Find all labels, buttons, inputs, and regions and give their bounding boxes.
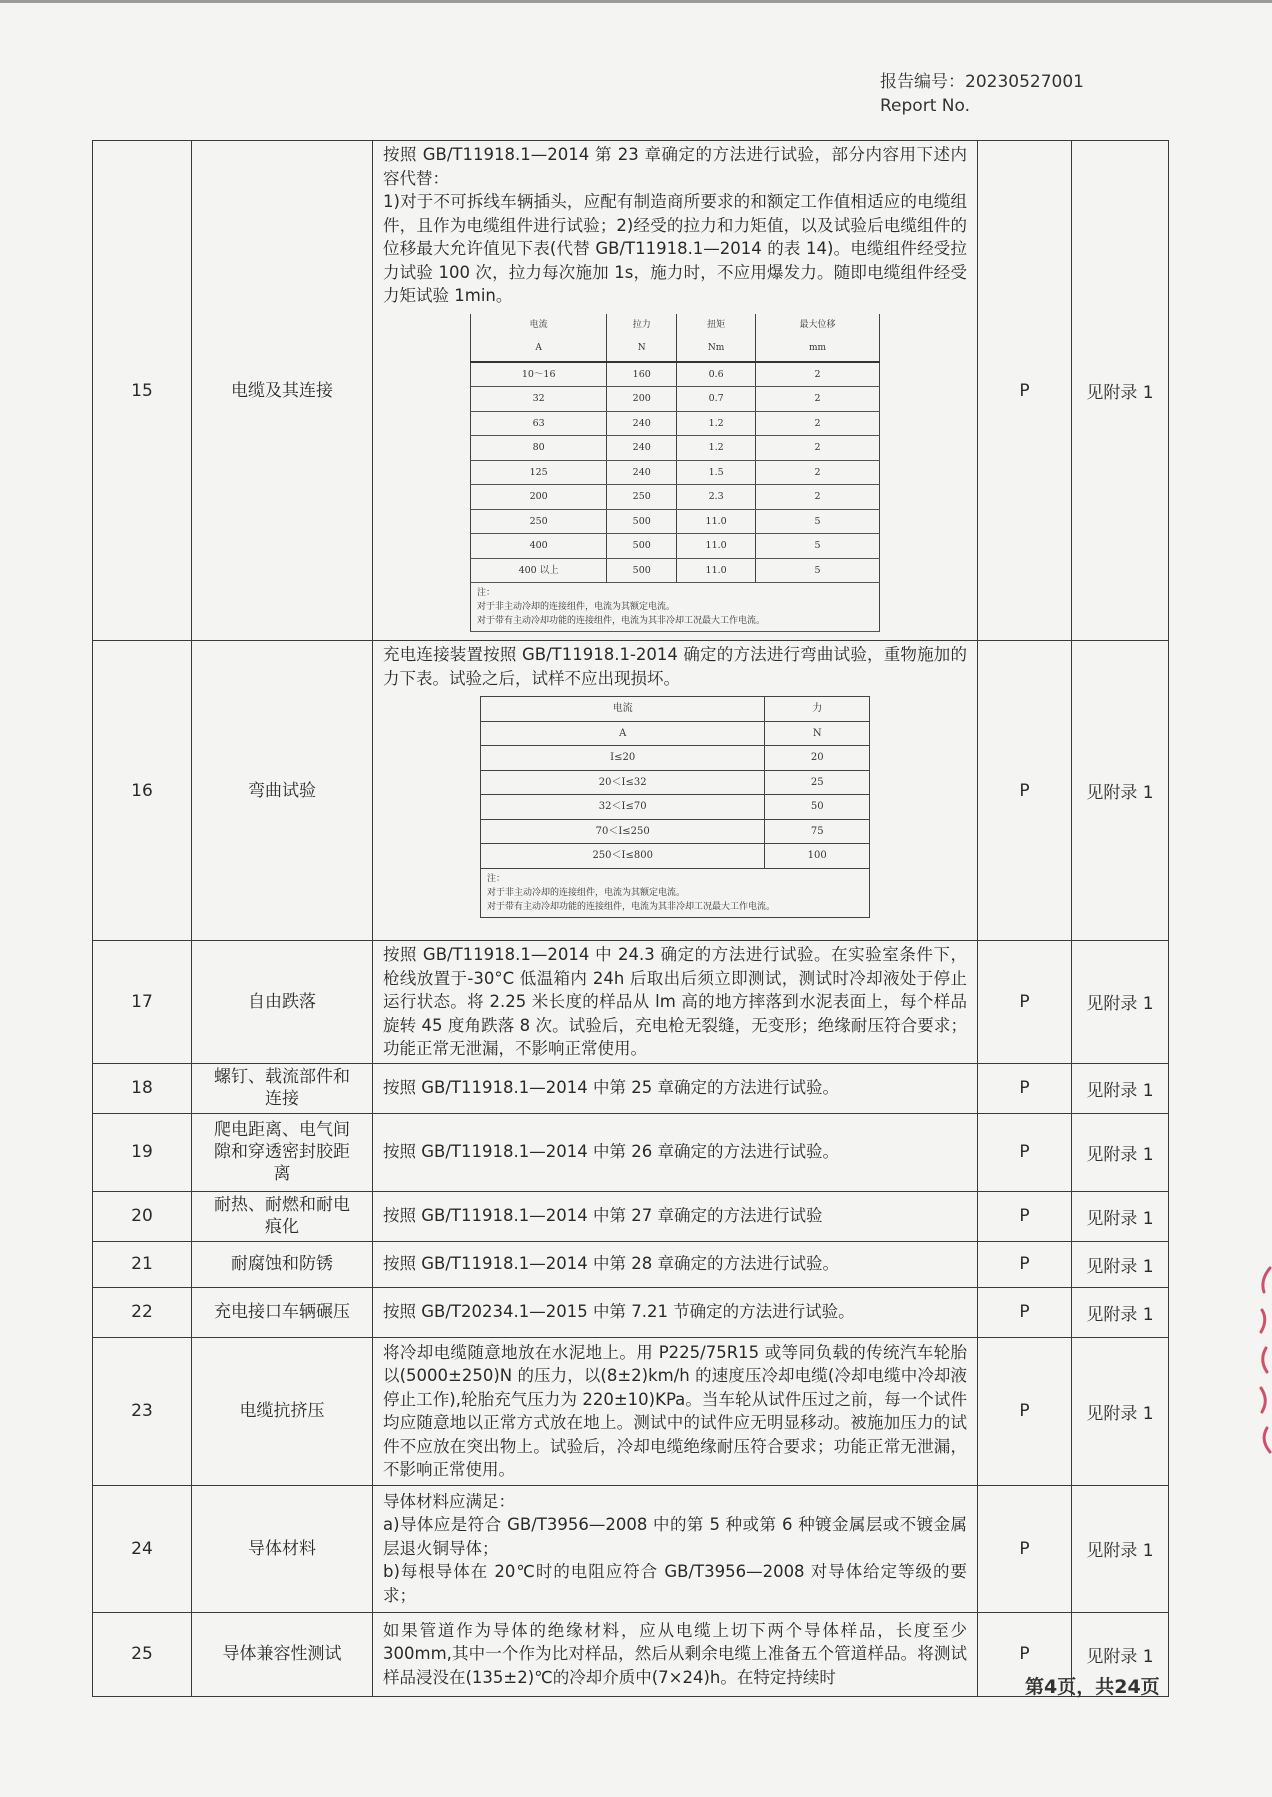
test-item: 导体材料 (192, 1485, 373, 1612)
test-requirement (373, 1612, 978, 1696)
row-number: 25 (93, 1612, 192, 1696)
test-requirement (373, 1063, 978, 1113)
requirement-text: 充电连接装置按照 GB/T11918.1-2014 确定的方法进行弯曲试验，重物施加的力下表。试验之后，试样不应出现损坏。 (383, 645, 967, 688)
test-item: 导体兼容性测试 (192, 1612, 373, 1696)
row-number: 17 (93, 941, 192, 1064)
subtable-header-cell: 拉力 (607, 314, 677, 338)
subtable-header-cell: 最大位移 (756, 314, 880, 338)
test-verdict: 见附录 1 (1072, 1241, 1169, 1287)
seal-stamp-edge (1258, 1260, 1272, 1460)
subtable-cell: 500 (607, 509, 677, 534)
report-no-value: 20230527001 (965, 72, 1084, 92)
test-verdict: 见附录 1 (1072, 641, 1169, 941)
test-requirement (373, 141, 978, 641)
subtable-cell: 0.7 (677, 387, 756, 412)
test-requirement (373, 1287, 978, 1337)
subtable-cell: 1.2 (677, 411, 756, 436)
report-no-label: 报告编号： (880, 72, 965, 92)
subtable-cell: 20 (765, 746, 870, 771)
subtable-header-cell: 电流 (471, 314, 607, 338)
subtable-cell: 2 (756, 485, 880, 510)
table-row (93, 941, 1169, 1064)
subtable-note (471, 583, 880, 632)
subtable-row (481, 746, 870, 771)
table-row (93, 1241, 1169, 1287)
test-requirement (373, 941, 978, 1064)
subtable-unit-cell: A (471, 337, 607, 362)
subtable-cell: 1.5 (677, 460, 756, 485)
page-number: 第4页，共24页 (1025, 1676, 1160, 1698)
requirement-text: 导体材料应满足： a)导体应是符合 GB/T3956—2008 中的第 5 种或第 6 种镀金属层或不镀金属层退火铜导体； b)每根导体在 20℃时的电阻应符合 GB/T3956—2008 对导体给定等级的要求； (383, 1491, 967, 1605)
subtable-cell: 240 (607, 460, 677, 485)
subtable-cell: 400 (471, 534, 607, 559)
subtable-cell: 25 (765, 770, 870, 795)
test-item: 耐腐蚀和防锈 (192, 1241, 373, 1287)
note-line: 对于非主动冷却的连接组件，电流为其额定电流。 (487, 887, 686, 898)
subtable-cell: 200 (471, 485, 607, 510)
subtable-cell: 10～16 (471, 362, 607, 387)
subtable-row (471, 558, 880, 583)
subtable-note-cell (471, 583, 880, 632)
subtable-row (471, 411, 880, 436)
subtable-cell: 80 (471, 436, 607, 461)
table-row (93, 641, 1169, 941)
subtable-header (471, 314, 880, 338)
subtable-cell: 160 (607, 362, 677, 387)
requirement-text: 按照 GB/T11918.1—2014 中第 25 章确定的方法进行试验。 (383, 1078, 839, 1098)
report-no-label-en: Report No. (880, 96, 970, 116)
test-requirement (373, 641, 978, 941)
subtable-cell: 240 (607, 411, 677, 436)
requirement-text: 按照 GB/T11918.1—2014 第 23 章确定的方法进行试验，部分内容用下述内容代替： 1)对于不可拆线车辆插头，应配有制造商所要求的和额定工作值相适应的电缆组件，且作为电缆组件进行试验；2)经受的拉力和力矩值，以及试验后电缆组件的位移最大允许值见下表(代替 GB/T11918.1—2014 的表 14)。电缆组件经受拉力试验 100 次，拉力每次施加 1s，施力时，不应用爆发力。随即电缆组件经受力矩试验 1min。 (383, 145, 967, 305)
test-item: 螺钉、载流部件和连接 (192, 1063, 373, 1113)
subtable-row (471, 362, 880, 387)
subtable-row (481, 844, 870, 869)
subtable-cell: 500 (607, 534, 677, 559)
test-requirement (373, 1191, 978, 1241)
row-number: 22 (93, 1287, 192, 1337)
row-number: 21 (93, 1241, 192, 1287)
subtable-row (471, 534, 880, 559)
subtable-cell: 2 (756, 411, 880, 436)
note-line: 对于带有主动冷却功能的连接组件，电流为其非冷却工况最大工作电流。 (487, 901, 776, 912)
requirement-text: 如果管道作为导体的绝缘材料，应从电缆上切下两个导体样品，长度至少 300mm,其中一个作为比对样品，然后从剩余电缆上准备五个管道样品。将测试样品浸没在(135±2)℃的冷却介质中(7×24)h。在特定持续时 (383, 1620, 973, 1687)
note-line: 注： (487, 873, 506, 884)
test-item: 电缆及其连接 (192, 141, 373, 641)
bending-force-table (480, 696, 870, 918)
test-item: 耐热、耐燃和耐电痕化 (192, 1191, 373, 1241)
requirement-text: 按照 GB/T11918.1—2014 中第 27 章确定的方法进行试验 (383, 1206, 823, 1226)
note-line: 对于非主动冷却的连接组件，电流为其额定电流。 (477, 602, 676, 612)
subtable-units (471, 337, 880, 362)
test-result: P (978, 1337, 1072, 1485)
subtable-cell: 250 (471, 509, 607, 534)
subtable-cell: 200 (607, 387, 677, 412)
note-line: 注： (477, 588, 496, 598)
test-result: P (978, 141, 1072, 641)
subtable-cell: 0.6 (677, 362, 756, 387)
test-verdict: 见附录 1 (1072, 1612, 1169, 1696)
test-result: P (978, 1287, 1072, 1337)
test-result: P (978, 1113, 1072, 1191)
subtable-units (481, 721, 870, 746)
test-item: 电缆抗挤压 (192, 1337, 373, 1485)
row-number: 18 (93, 1063, 192, 1113)
subtable-cell: I≤20 (481, 746, 765, 771)
cable-pull-torque-table (470, 314, 880, 633)
subtable-row (481, 795, 870, 820)
test-item: 自由跌落 (192, 941, 373, 1064)
row-number: 20 (93, 1191, 192, 1241)
subtable-cell: 11.0 (677, 558, 756, 583)
test-result: P (978, 1191, 1072, 1241)
test-item: 充电接口车辆碾压 (192, 1287, 373, 1337)
subtable-cell: 75 (765, 819, 870, 844)
requirement-text: 按照 GB/T11918.1—2014 中 24.3 确定的方法进行试验。在实验室条件下，枪线放置于-30°C 低温箱内 24h 后取出后须立即测试，测试时冷却液处于停止运行状态。将 2.25 米长度的样品从 lm 高的地方摔落到水泥表面上，每个样品旋转 45 度角跌落 8 次。试验后，充电枪无裂缝，无变形；绝缘耐压符合要求；功能正常无泄漏，不影响正常使用。 (383, 945, 967, 1058)
test-item: 弯曲试验 (192, 641, 373, 941)
test-verdict: 见附录 1 (1072, 141, 1169, 641)
table-row (93, 1612, 1169, 1696)
test-verdict: 见附录 1 (1072, 1337, 1169, 1485)
subtable-cell: 2 (756, 460, 880, 485)
test-item: 爬电距离、电气间隙和穿透密封胶距离 (192, 1113, 373, 1191)
subtable-cell: 250＜I≤800 (481, 844, 765, 869)
subtable-cell: 500 (607, 558, 677, 583)
test-requirement (373, 1241, 978, 1287)
subtable-row (471, 460, 880, 485)
test-result: P (978, 641, 1072, 941)
test-result: P (978, 1612, 1072, 1696)
subtable-cell: 5 (756, 509, 880, 534)
requirement-text: 按照 GB/T20234.1—2015 中第 7.21 节确定的方法进行试验。 (383, 1302, 855, 1322)
table-row (93, 1113, 1169, 1191)
table-row (93, 141, 1169, 641)
subtable-cell: 400 以上 (471, 558, 607, 583)
subtable-cell: 5 (756, 558, 880, 583)
subtable-cell: 100 (765, 844, 870, 869)
subtable-row (471, 387, 880, 412)
subtable-row (471, 509, 880, 534)
table-row (93, 1485, 1169, 1612)
subtable-row (481, 819, 870, 844)
requirement-text: 将冷却电缆随意地放在水泥地上。用 P225/75R15 或等同负载的传统汽车轮胎以(5000±250)N 的压力，以(8±2)km/h 的速度压冷却电缆(冷却电缆中冷却液停止工作),轮胎充气压力为 220±10)KPa。当车轮从试件压过之前，每一个试件均应随意地以正常方式放在地上。测试中的试件应无明显移动。被施加压力的试件不应放在突出物上。试验后，冷却电缆绝缘耐压符合要求；功能正常无泄漏，不影响正常使用。 (383, 1342, 967, 1479)
subtable-cell: 50 (765, 795, 870, 820)
row-number: 23 (93, 1337, 192, 1485)
test-verdict: 见附录 1 (1072, 1485, 1169, 1612)
subtable-unit-cell: Nm (677, 337, 756, 362)
subtable-cell: 5 (756, 534, 880, 559)
test-verdict: 见附录 1 (1072, 1113, 1169, 1191)
subtable-unit-cell: A (481, 721, 765, 746)
test-result: P (978, 941, 1072, 1064)
scan-top-edge (0, 0, 1272, 3)
subtable-cell: 11.0 (677, 534, 756, 559)
row-number: 24 (93, 1485, 192, 1612)
subtable-row (471, 485, 880, 510)
subtable-note-cell (481, 868, 870, 917)
subtable-cell: 125 (471, 460, 607, 485)
subtable-cell: 32 (471, 387, 607, 412)
subtable-cell: 240 (607, 436, 677, 461)
subtable-cell: 20＜I≤32 (481, 770, 765, 795)
subtable-header (481, 697, 870, 722)
row-number: 15 (93, 141, 192, 641)
table-row (93, 1287, 1169, 1337)
subtable-cell: 2.3 (677, 485, 756, 510)
test-verdict: 见附录 1 (1072, 1287, 1169, 1337)
subtable-cell: 2 (756, 387, 880, 412)
subtable-unit-cell: N (765, 721, 870, 746)
subtable-header-cell: 力 (765, 697, 870, 722)
test-result: P (978, 1241, 1072, 1287)
test-result: P (978, 1063, 1072, 1113)
report-header (880, 70, 1084, 118)
test-requirement (373, 1113, 978, 1191)
test-requirement (373, 1337, 978, 1485)
row-number: 19 (93, 1113, 192, 1191)
note-line: 对于带有主动冷却功能的连接组件，电流为其非冷却工况最大工作电流。 (477, 616, 766, 626)
requirement-text: 按照 GB/T11918.1—2014 中第 28 章确定的方法进行试验。 (383, 1254, 839, 1274)
table-row (93, 1063, 1169, 1113)
test-verdict: 见附录 1 (1072, 941, 1169, 1064)
table-row (93, 1337, 1169, 1485)
subtable-cell: 32＜I≤70 (481, 795, 765, 820)
subtable-cell: 1.2 (677, 436, 756, 461)
table-row (93, 1191, 1169, 1241)
subtable-unit-cell: N (607, 337, 677, 362)
subtable-header-cell: 电流 (481, 697, 765, 722)
subtable-header-cell: 扭矩 (677, 314, 756, 338)
row-number: 16 (93, 641, 192, 941)
subtable-cell: 70＜I≤250 (481, 819, 765, 844)
subtable-unit-cell: mm (756, 337, 880, 362)
subtable-cell: 250 (607, 485, 677, 510)
test-verdict: 见附录 1 (1072, 1063, 1169, 1113)
test-results-table (92, 140, 1169, 1697)
subtable-cell: 11.0 (677, 509, 756, 534)
subtable-note (481, 868, 870, 917)
subtable-row (471, 436, 880, 461)
subtable-cell: 2 (756, 362, 880, 387)
test-verdict: 见附录 1 (1072, 1191, 1169, 1241)
requirement-text: 按照 GB/T11918.1—2014 中第 26 章确定的方法进行试验。 (383, 1142, 839, 1162)
test-result: P (978, 1485, 1072, 1612)
subtable-cell: 63 (471, 411, 607, 436)
subtable-row (481, 770, 870, 795)
test-requirement (373, 1485, 978, 1612)
subtable-cell: 2 (756, 436, 880, 461)
